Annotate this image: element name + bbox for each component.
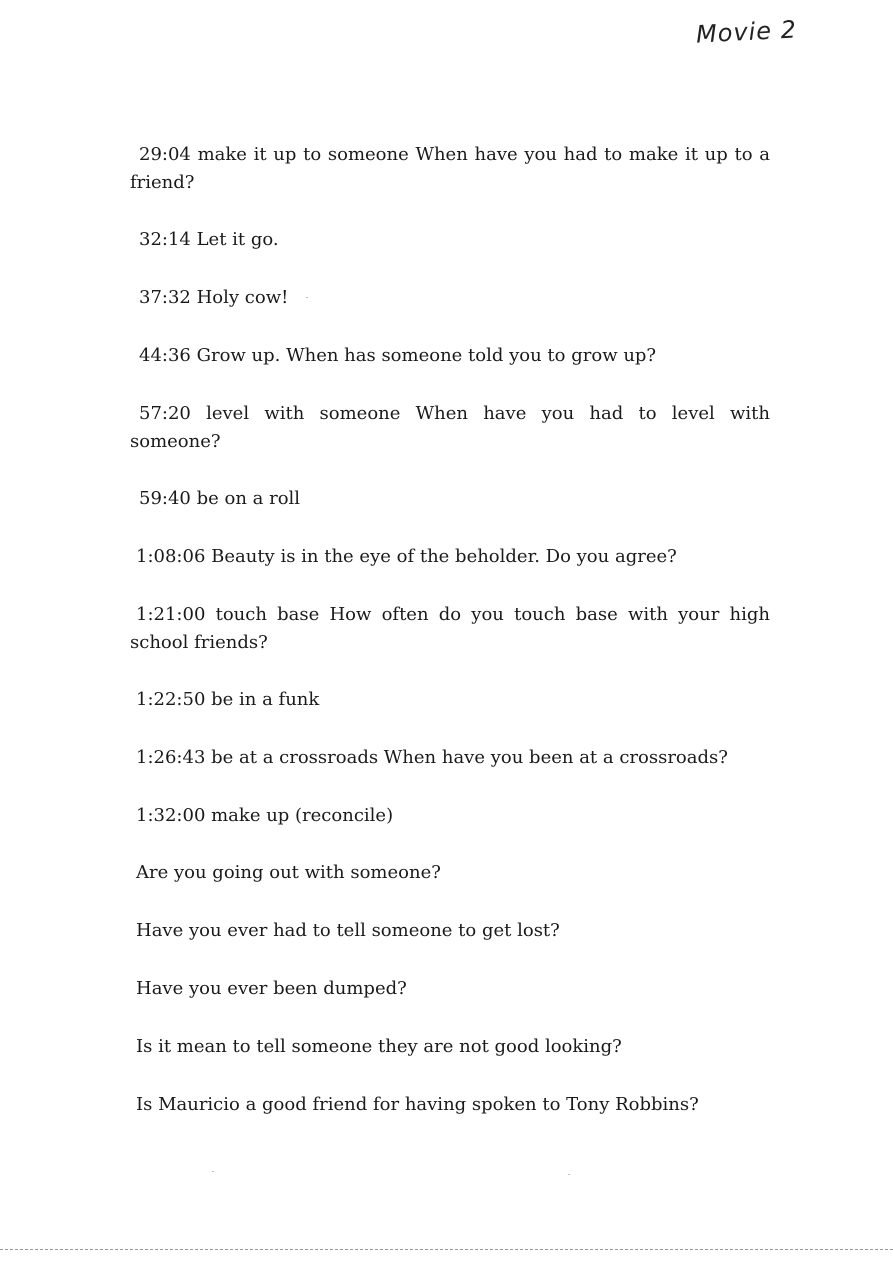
scan-speck (306, 297, 308, 298)
list-item: 1:26:43 be at a crossroads When have you been at a crossroads? (136, 747, 728, 768)
list-item: 1:32:00 make up (reconcile) (136, 805, 394, 826)
list-item: 59:40 be on a roll (139, 488, 301, 509)
scan-edge-divider (0, 1249, 893, 1250)
handwritten-movie-note: Movie 2 (695, 15, 798, 49)
scan-speck (568, 1174, 570, 1175)
scan-speck (212, 1171, 214, 1172)
list-item: 37:32 Holy cow! (139, 287, 289, 308)
list-item: Have you ever been dumped? (136, 978, 407, 999)
list-item: 1:08:06 Beauty is in the eye of the beholder. Do you agree? (136, 546, 677, 567)
list-item: Are you going out with someone? (136, 862, 441, 883)
list-item: Is Mauricio a good friend for having spoken to Tony Robbins? (136, 1094, 699, 1115)
list-item: 44:36 Grow up. When has someone told you to grow up? (139, 345, 657, 366)
list-item: 29:04 make it up to someone When have you had to make it up to a friend? (130, 144, 770, 193)
list-item: Have you ever had to tell someone to get lost? (136, 920, 560, 941)
list-item: 57:20 level with someone When have you had to level with someone? (130, 403, 770, 452)
list-item: 32:14 Let it go. (139, 229, 279, 250)
list-item: Is it mean to tell someone they are not good looking? (136, 1036, 622, 1057)
list-item: 1:22:50 be in a funk (136, 689, 320, 710)
list-item: 1:21:00 touch base How often do you touch base with your high school friends? (130, 604, 770, 653)
